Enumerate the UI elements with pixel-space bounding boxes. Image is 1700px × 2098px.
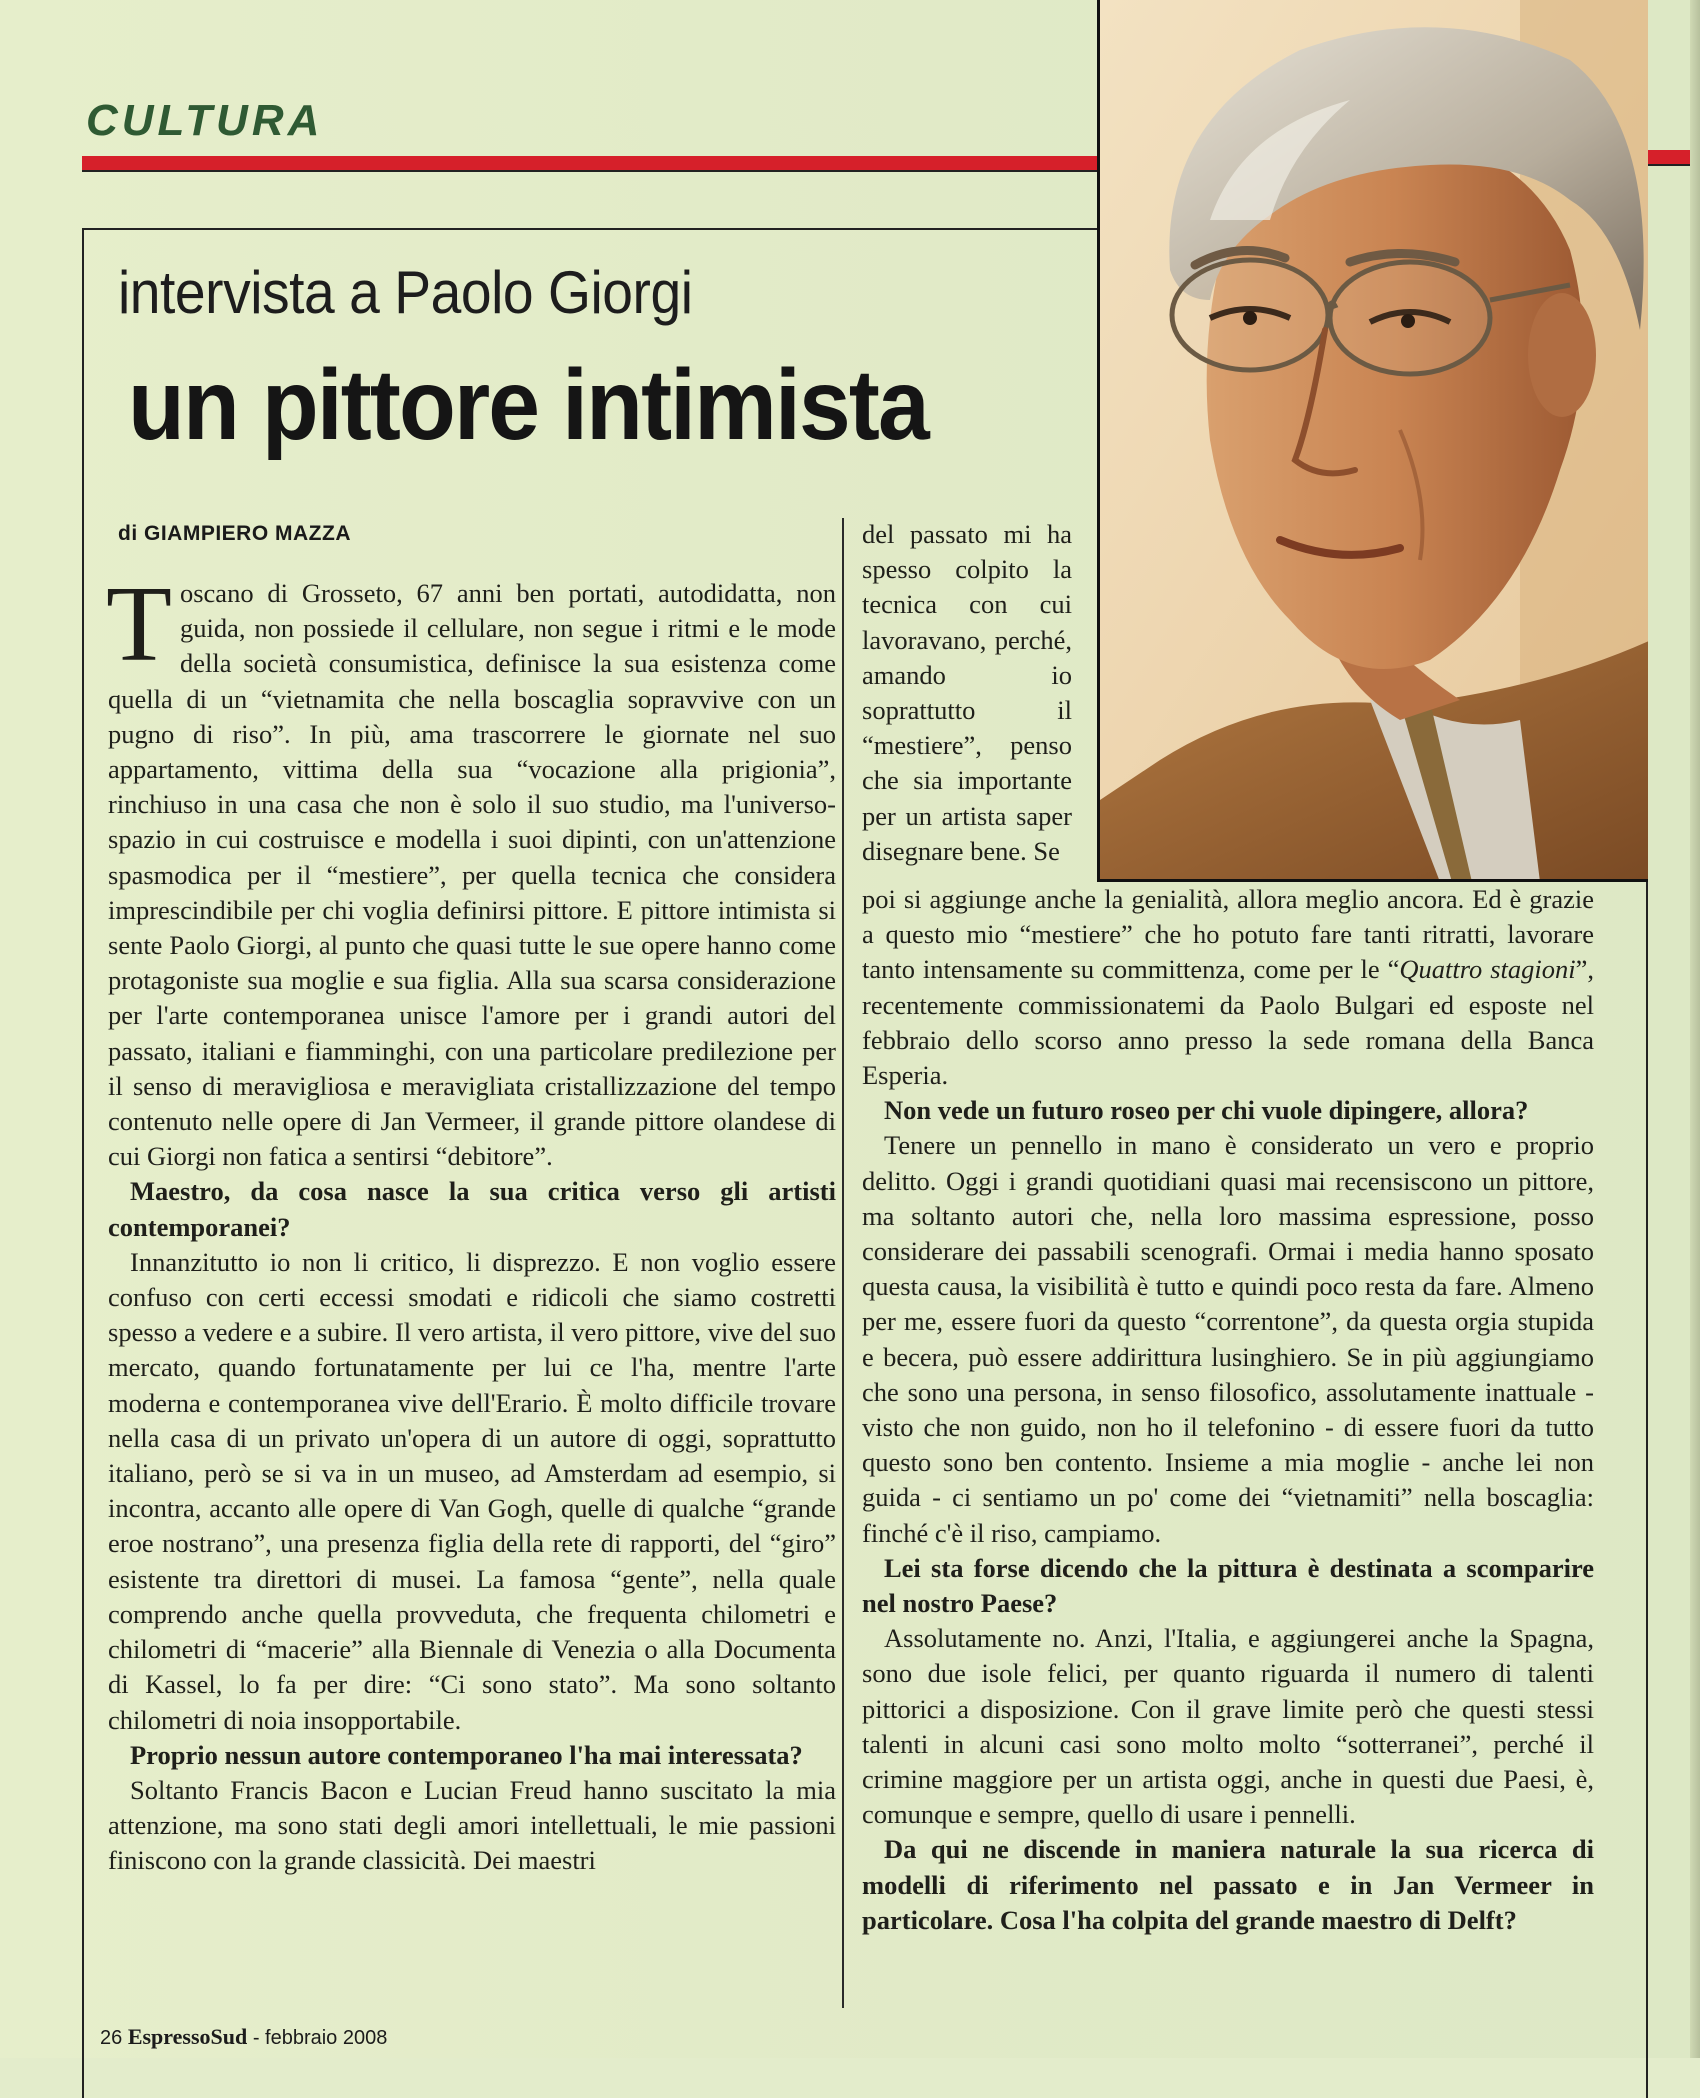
section-label: CULTURA bbox=[86, 96, 324, 145]
page-footer bbox=[100, 2024, 387, 2050]
column-divider bbox=[842, 518, 844, 2008]
question: Non vede un futuro roseo per chi vuole dipingere, allora? bbox=[884, 1095, 1529, 1126]
issue-date: - febbraio 2008 bbox=[252, 2027, 388, 2049]
answer: Tenere un pennello in mano è considerato un vero e proprio delitto. Oggi i grandi quotidiani quasi mai recensiscono un pittore, ma soltanto autori che, nella loro massima espressione, posso considerare dei passabili scenografi. Ormai i media hanno sposato questa causa, la visibilità è tutto e quindi poco resta da fare. Almeno per me, essere fuori da questo “correntone”, da questa orgia stupida e becera, può essere addirittura lusinghiero. Se in più aggiungiamo che sono una persona, in senso filosofico, assolutamente inattuale - visto che non guido, non ho il telefonino - di essere fuori da tutto questo sono ben contento. Insieme a mia moglie - anche lei non guida - ci sentiamo un po' come dei “vietnamiti” nella boscaglia: finché c'è il riso, campiamo. bbox=[862, 1130, 1594, 1548]
article-byline: di GIAMPIERO MAZZA bbox=[118, 522, 351, 545]
question: Proprio nessun autore contemporaneo l'ha mai interessata? bbox=[130, 1739, 803, 1770]
question: Maestro, da cosa nasce la sua critica verso gli artisti contemporanei? bbox=[108, 1176, 836, 1242]
article-headline: un pittore intimista bbox=[128, 349, 928, 461]
question: Lei sta forse dicendo che la pittura è destinata a scomparire nel nostro Paese? bbox=[862, 1552, 1594, 1619]
section-rule bbox=[82, 156, 1097, 172]
magazine-name: EspressoSud bbox=[127, 2024, 248, 2049]
answer: Assolutamente no. Anzi, l'Italia, e aggiungerei anche la Spagna, sono due isole felici, per quanto riguarda il numero di talenti pittorici a disposizione. Con il grave limite però che questi stessi talenti in alcuni casi sono molto molto “sotterranei”, perché il crimine maggiore per un artista oggi, anche in questi due Paesi, è, comunque e sempre, quello di usare i pennelli. bbox=[862, 1623, 1594, 1830]
page-number: 26 bbox=[100, 2027, 123, 2049]
drop-cap: T bbox=[106, 565, 172, 684]
article-column-left bbox=[106, 565, 836, 1879]
portrait-photo bbox=[1097, 0, 1648, 882]
page-edge bbox=[1690, 0, 1700, 2058]
answer-continued: del passato mi ha spesso colpito la tecnica con cui lavoravano, perché, amando io soprattutto il “mestiere”, penso che sia importante per un artista saper disegnare bene. Se bbox=[862, 519, 1072, 866]
answer: Soltanto Francis Bacon e Lucian Freud hanno suscitato la mia attenzione, ma sono stati degli amori intellettuali, le mie passioni finiscono con la grande classicità. Dei maestri bbox=[108, 1774, 836, 1876]
portrait-illustration bbox=[1100, 0, 1648, 882]
intro-paragraph: Toscano di Grosseto, 67 anni ben portati, autodidatta, non guida, non possiede il cellulare, non segue i ritmi e le mode della società consumistica, definisce la sua esistenza come quella di un “vietnamita che nella boscaglia sopravvive con un pugno di riso”. In più, ama trascorrere le giornate nel suo appartamento, vittima della sua “vocazione alla prigionia”, rinchiuso in una casa che non è solo il suo studio, ma l'universo-spazio in cui costruisce e modella i suoi dipinti, con un'attenzione spasmodica per il “mestiere”, per quella tecnica che considera imprescindibile per chi voglia definirsi pittore. E pittore intimista si sente Paolo Giorgi, al punto che quasi tutte le sue opere hanno come protagoniste sua moglie e sua figlia. Alla sua scarsa considerazione per l'arte contemporanea unisce l'amore per i grandi autori del passato, italiani e fiamminghi, con una particolare predilezione per il senso di meravigliosa e meravigliata cristallizzazione del tempo contenuto nelle opere di Jan Vermeer, il grande pittore olandese di cui Giorgi non fatica a sentirsi “debitore”. bbox=[106, 565, 836, 1172]
question: Da qui ne discende in maniera naturale la sua ricerca di modelli di riferimento nel passato e in Jan Vermeer in particolare. Cosa l'ha colpita del grande maestro di Delft? bbox=[862, 1834, 1594, 1935]
answer: Innanzitutto io non li critico, li disprezzo. E non voglio essere confuso con certi eccessi smodati e ridicoli che siamo costretti spesso a vedere e a subire. Il vero artista, il vero pittore, vive del suo mercato, quando fortunatamente per lui ce l'ha, mentre l'arte moderna e contemporanea vive dell'Erario. È molto difficile trovare nella casa di un privato un'opera di un autore di oggi, soprattutto italiano, però se si va in un museo, ad Amsterdam ad esempio, si incontra, accanto alle opere di Van Gogh, quelle di qualche “grande eroe nostrano”, una presenza figlia della rete di rapporti, del “giro” esistente tra direttori di musei. La famosa “gente”, nella quale comprendo anche quella provveduta, che frequenta chilometri e chilometri di “macerie” alla Biennale di Venezia o alla Documenta di Kassel, lo fa per dire: “Ci sono stato”. Ma sono soltanto chilometri di noia insopportabile. bbox=[108, 1246, 836, 1735]
artwork-title: Quattro stagioni bbox=[1399, 954, 1576, 985]
article-column-narrow bbox=[862, 517, 1072, 869]
answer-continued: poi si aggiunge anche la genialità, allora meglio ancora. Ed è grazie a questo mio “mestiere” che ho potuto fare tanti ritratti, lavorare tanto intensamente su committenza, come per le “Quattro stagioni”, recentemente commissionatemi da Paolo Bulgari ed esposte nel febbraio dello scorso anno presso la sede romana della Banca Esperia. bbox=[862, 884, 1594, 1091]
article-column-right bbox=[862, 882, 1594, 1938]
article-kicker: intervista a Paolo Giorgi bbox=[118, 259, 693, 326]
